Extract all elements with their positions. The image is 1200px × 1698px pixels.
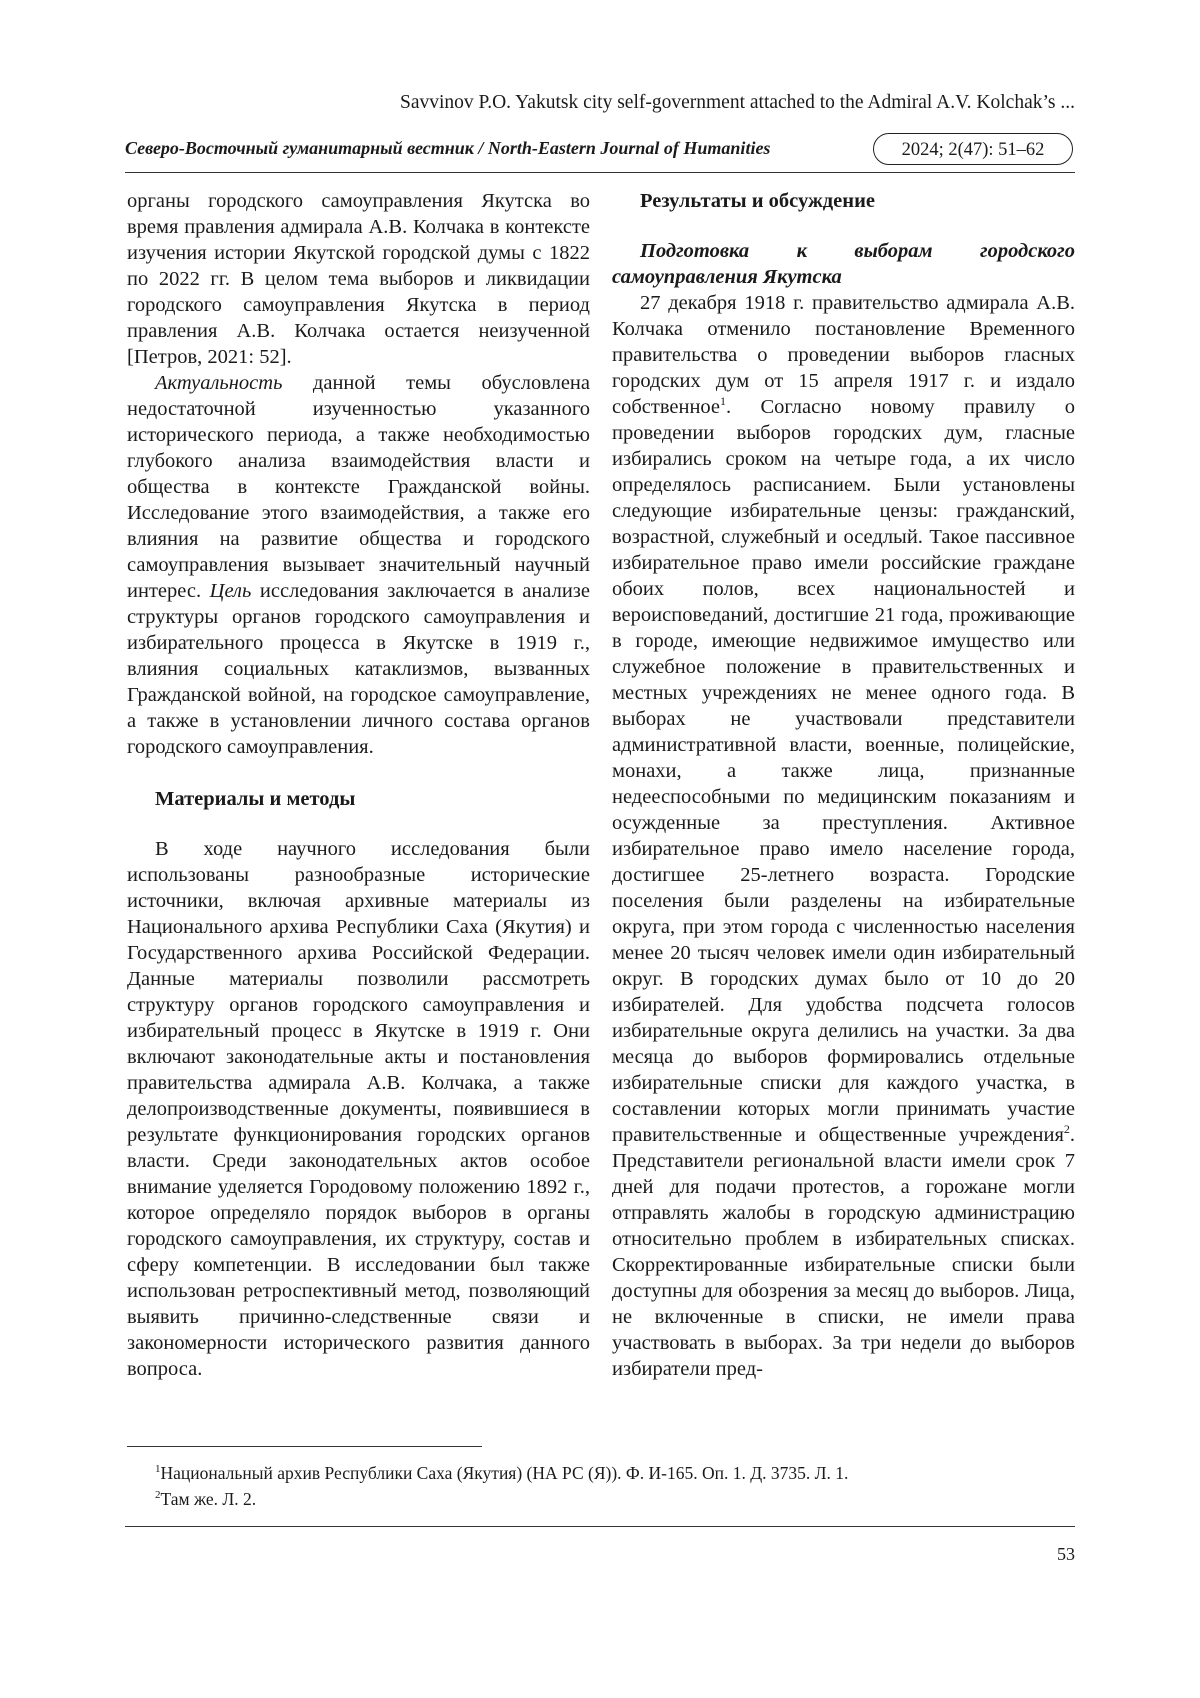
goal-term: Цель (209, 580, 252, 602)
journal-title: Северо-Восточный гуманитарный вестник / North-Eastern Journal of Humanities (125, 138, 771, 158)
relevance-paragraph (127, 370, 590, 760)
running-title: Savvinov P.O. Yakutsk city self-government attached to the Admiral A.V. Kolchak’s ... (399, 92, 1075, 113)
issue-badge: 2024; 2(47): 51–62 (873, 133, 1073, 165)
footnote-mark: 2 (155, 1489, 161, 1502)
footer-divider (125, 1526, 1075, 1527)
results-text-part1: 27 декабря 1918 г. правительство адмирала А.В. Колчака отменило постановление Временного правительства о проведении выборов гласных городских дум от 15 апреля 1917 г. и издало собственное (612, 292, 1075, 418)
left-column (127, 188, 590, 1382)
header-divider (125, 172, 1075, 173)
results-heading: Результаты и обсуждение (640, 190, 875, 212)
footnote-divider (127, 1446, 482, 1447)
methods-paragraph: В ходе научного исследования были использованы разнообразные исторические источники, включая архивные материалы из Национального архива Республики Саха (Якутия) и Государственного архива Российской Федерации. Данные материалы позволили рассмотреть структуру органов городского самоуправления и избирательный процесс в Якутске в 1919 г. Они включают законодательные акты и постановления правительства адмирала А.В. Колчака, а также делопроизводственные документы, появившиеся в результате функционирования городских органов власти. Среди законодательных актов особое внимание уделяется Городовому положению 1892 г., которое определяло порядок выборов в органы городского самоуправления, их структуру, состав и сферу компетенции. В исследовании был также использован ретроспективный метод, позволяющий выявить причинно-следственные связи и закономерности исторического развития данного вопроса. (127, 838, 590, 1380)
results-text-part3: . Представители региональной власти имели срок 7 дней для подачи протестов, а горожане могли отправлять жалобы в городскую администрацию относительно проблем в избирательных списках. Скорректированные избирательные списки были доступны для обозрения за месяц до выборов. Лица, не включенные в списки, не имели права участвовать в выборах. За три недели до выборов избиратели пред- (612, 1124, 1075, 1380)
goal-text: исследования заключается в анализе структуры органов городского самоуправления и избирательного процесса в Якутске в 1919 г., влияния социальных катаклизмов, вызванных Гражданской войной, на городское самоуправление, а также в установлении личного состава органов городского самоуправления. (127, 580, 590, 758)
footnote-text: Национальный архив Республики Саха (Якутия) (НА РС (Я)). Ф. И-165. Оп. 1. Д. 3735. Л. 1. (160, 1463, 849, 1483)
footnote-ref-1[interactable]: 1 (720, 394, 727, 409)
footnotes (155, 1460, 848, 1512)
results-paragraph (612, 290, 1075, 1382)
section-subheading: Подготовка к выборам городского самоуправления Якутска (612, 240, 1075, 288)
footnote-1 (155, 1460, 848, 1486)
relevance-text: данной темы обусловлена недостаточной изученностью указанного исторического периода, а также необходимостью глубокого анализа взаимодействия власти и общества в контексте Гражданской войны. Исследование этого взаимодействия, а также его влияния на развитие общества и городского самоуправления вызывает значительный научный интерес. (127, 372, 590, 602)
footnote-ref-2[interactable]: 2 (1063, 1122, 1070, 1137)
footnote-mark: 1 (155, 1463, 161, 1476)
intro-paragraph: органы городского самоуправления Якутска во время правления адмирала А.В. Колчака в контексте изучения истории Якутской городской думы с 1822 по 2022 гг. В целом тема выборов и ликвидации городского самоуправления Якутска в период правления А.В. Колчака остается неизученной [Петров, 2021: 52]. (127, 190, 590, 368)
right-column (612, 188, 1075, 1382)
page-number: 53 (1057, 1544, 1075, 1564)
relevance-term: Актуальность (155, 372, 283, 394)
footnote-2 (155, 1486, 848, 1512)
results-text-part2: . Согласно новому правилу о проведении выборов городских дум, гласные избирались сроком на четыре года, а их число определялось расписанием. Были установлены следующие избирательные цензы: гражданский, возрастной, служебный и оседлый. Такое пассивное избирательное право имели российские граждане обоих полов, всех национальностей и вероисповеданий, достигшие 21 года, проживающие в городе, имеющие недвижимое имущество или служебное положение в правительственных и местных учреждениях не менее одного года. В выборах не участвовали представители административной власти, военные, полицейские, монахи, а также лица, признанные недееспособными по медицинским показаниям и осужденные за преступления. Активное избирательное право имело население города, достигшее 25-летнего возраста. Городские поселения были разделены на избирательные округа, при этом города с численностью населения менее 20 тысяч человек имели один избирательный округ. В городских думах было от 10 до 20 избирателей. Для удобства подсчета голосов избирательные округа делились на участки. За два месяца до выборов формировались отдельные избирательные списки для каждого участка, в составлении которых могли принимать участие правительственные и общественные учреждения (612, 396, 1075, 1146)
footnote-text: Там же. Л. 2. (160, 1489, 257, 1509)
methods-heading: Материалы и методы (155, 788, 356, 810)
